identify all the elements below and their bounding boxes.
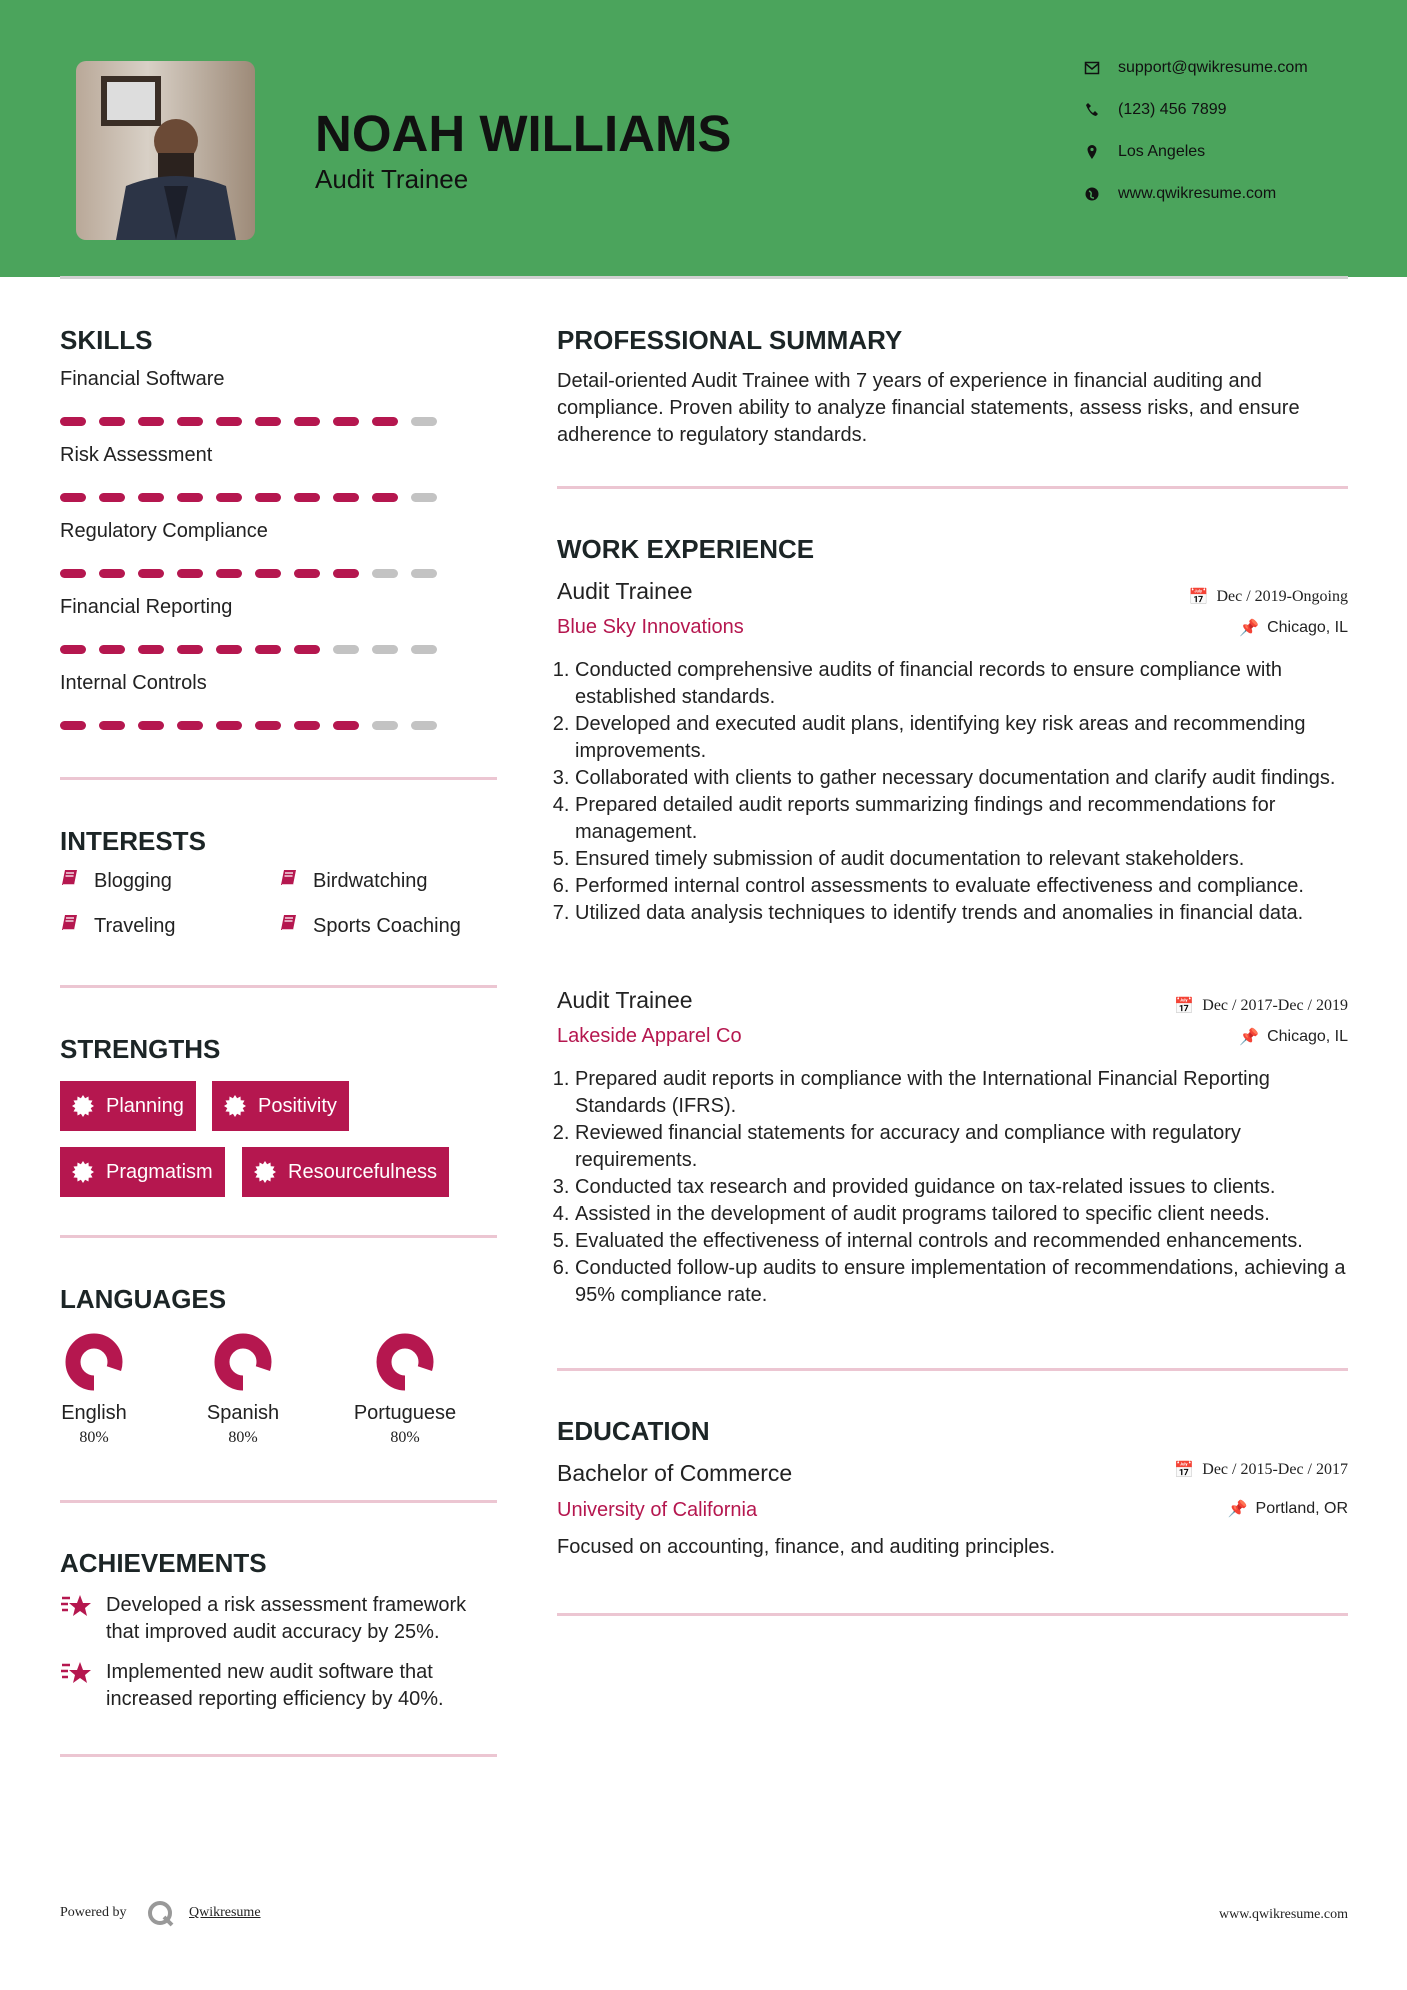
skill-dash	[177, 721, 203, 730]
skill-dash	[255, 569, 281, 578]
skill-dash	[372, 721, 398, 730]
contact-website-text: www.qwikresume.com	[1118, 185, 1277, 202]
job-date	[1174, 996, 1348, 1016]
skill-dash	[333, 493, 359, 502]
language-name: Portuguese	[353, 1402, 457, 1424]
job-bullet: 6. Performed internal control assessments to evaluate effectiveness and compliance.	[575, 873, 1357, 900]
divider	[60, 1500, 497, 1503]
qwikresume-logo-icon	[146, 1899, 176, 1929]
job-bullet: 5. Ensured timely submission of audit documentation to relevant stakeholders.	[575, 846, 1357, 873]
book-icon	[279, 913, 299, 939]
skill-label: Internal Controls	[60, 672, 207, 694]
skill-dash	[372, 493, 398, 502]
strength-badge	[242, 1147, 449, 1197]
language-donut	[29, 1331, 159, 1398]
skill-dash	[255, 721, 281, 730]
calendar-icon: 📅	[1188, 589, 1209, 606]
interest-label: Sports Coaching	[313, 914, 461, 937]
skill-dash	[177, 569, 203, 578]
globe-icon	[1084, 186, 1100, 202]
strengths-heading: STRENGTHS	[60, 1034, 221, 1064]
job-date-text: Dec / 2019-Ongoing	[1216, 588, 1348, 605]
language-percent: 80%	[390, 1429, 420, 1446]
skill-dash	[333, 417, 359, 426]
skill-dash	[411, 645, 437, 654]
skill-dash	[99, 569, 125, 578]
achievements-heading: ACHIEVEMENTS	[60, 1548, 267, 1578]
contact-website[interactable]	[1084, 185, 1276, 203]
calendar-icon: 📅	[1174, 1462, 1195, 1479]
skill-dash	[216, 645, 242, 654]
skill-dash	[60, 721, 86, 730]
pin-icon: 📌	[1239, 1029, 1260, 1046]
job-bullets	[557, 657, 1357, 927]
skill-label: Risk Assessment	[60, 444, 213, 466]
interests-heading: INTERESTS	[60, 826, 206, 856]
job-bullet: 3. Collaborated with clients to gather necessary documentation and clarify audit findings.	[575, 765, 1357, 792]
skill-dash	[333, 721, 359, 730]
powered-by-label: Powered by	[60, 1905, 127, 1920]
divider	[60, 1235, 497, 1238]
language-item	[29, 1331, 159, 1447]
job-bullet: 1. Prepared audit reports in compliance with the International Financial Reporting Standards (IFRS).	[575, 1066, 1357, 1120]
skill-dash	[60, 493, 86, 502]
book-icon	[60, 913, 80, 939]
strength-label: Resourcefulness	[288, 1160, 437, 1183]
skill-label: Regulatory Compliance	[60, 520, 268, 542]
pin-icon: 📌	[1239, 620, 1260, 637]
skill-dash	[138, 417, 164, 426]
skill-dash	[216, 721, 242, 730]
strength-label: Positivity	[258, 1094, 337, 1117]
skill-dash	[411, 721, 437, 730]
job-bullets	[557, 1066, 1357, 1309]
divider	[557, 1368, 1348, 1371]
skill-dash	[99, 493, 125, 502]
language-name: English	[61, 1402, 127, 1424]
job-company: Lakeside Apparel Co	[557, 1025, 742, 1047]
skill-dash	[138, 493, 164, 502]
interest-label: Blogging	[94, 869, 172, 892]
job-bullet: 3. Conducted tax research and provided guidance on tax-related issues to clients.	[575, 1174, 1357, 1201]
skill-level-bar	[60, 645, 437, 654]
skill-dash	[255, 417, 281, 426]
job-bullet: 4. Prepared detailed audit reports summarizing findings and recommendations for management.	[575, 792, 1357, 846]
job-location-text: Chicago, IL	[1267, 1028, 1348, 1045]
skill-dash	[99, 417, 125, 426]
strength-badge	[60, 1147, 225, 1197]
skill-dash	[294, 569, 320, 578]
language-item	[178, 1331, 308, 1447]
skill-dash	[294, 417, 320, 426]
divider	[557, 486, 1348, 489]
skill-dash	[294, 721, 320, 730]
skill-level-bar	[60, 417, 437, 426]
job-bullet: 4. Assisted in the development of audit programs tailored to specific client needs.	[575, 1201, 1357, 1228]
language-percent: 80%	[228, 1429, 258, 1446]
badge-star-icon	[72, 1095, 94, 1117]
skill-dash	[255, 645, 281, 654]
job-bullet: 5. Evaluated the effectiveness of internal controls and recommended enhancements.	[575, 1228, 1357, 1255]
education-date-text: Dec / 2015-Dec / 2017	[1202, 1461, 1348, 1478]
qwikresume-link[interactable]: Qwikresume	[189, 1905, 261, 1920]
skill-dash	[372, 417, 398, 426]
star-award-icon	[60, 1592, 92, 1646]
languages-heading: LANGUAGES	[60, 1284, 227, 1314]
skill-dash	[216, 569, 242, 578]
skill-dash	[60, 569, 86, 578]
experience-heading: WORK EXPERIENCE	[557, 534, 815, 564]
skill-level-bar	[60, 493, 437, 502]
badge-star-icon	[224, 1095, 246, 1117]
achievement-item	[60, 1592, 500, 1646]
summary-heading: PROFESSIONAL SUMMARY	[557, 325, 903, 355]
phone-icon	[1084, 102, 1100, 118]
divider	[60, 777, 497, 780]
job-title: Audit Trainee	[557, 578, 693, 604]
education-location	[1228, 1499, 1348, 1519]
job-bullet: 7. Utilized data analysis techniques to identify trends and anomalies in financial data.	[575, 900, 1357, 927]
book-icon	[60, 868, 80, 894]
divider	[557, 1613, 1348, 1616]
interest-label: Birdwatching	[313, 869, 428, 892]
contact-phone[interactable]	[1084, 101, 1227, 119]
skill-dash	[138, 645, 164, 654]
skill-dash	[99, 721, 125, 730]
skill-dash	[177, 493, 203, 502]
education-location-text: Portland, OR	[1255, 1500, 1348, 1517]
language-donut	[178, 1331, 308, 1398]
skill-dash	[333, 645, 359, 654]
education-heading: EDUCATION	[557, 1416, 710, 1446]
interest-item	[60, 913, 176, 939]
contact-phone-text: (123) 456 7899	[1118, 101, 1227, 118]
achievement-text: Implemented new audit software that increased reporting efficiency by 40%.	[106, 1661, 444, 1710]
map-pin-icon	[1084, 144, 1100, 160]
interest-item	[279, 913, 461, 939]
interest-item	[279, 868, 428, 894]
strength-badge	[60, 1081, 196, 1131]
badge-star-icon	[72, 1161, 94, 1183]
book-icon	[279, 868, 299, 894]
skills-heading: SKILLS	[60, 325, 153, 355]
job-title: Audit Trainee	[557, 987, 693, 1013]
language-donut	[340, 1331, 470, 1398]
contact-location	[1084, 143, 1205, 161]
skill-dash	[372, 645, 398, 654]
skill-dash	[372, 569, 398, 578]
contact-email[interactable]	[1084, 59, 1308, 77]
skill-dash	[411, 417, 437, 426]
divider	[60, 1754, 497, 1757]
job-date-text: Dec / 2017-Dec / 2019	[1202, 997, 1348, 1014]
contact-location-text: Los Angeles	[1118, 143, 1206, 160]
skill-dash	[333, 569, 359, 578]
skill-dash	[411, 493, 437, 502]
star-award-icon	[60, 1659, 92, 1713]
skill-dash	[411, 569, 437, 578]
strength-label: Pragmatism	[106, 1160, 213, 1183]
skill-dash	[99, 645, 125, 654]
skill-dash	[60, 645, 86, 654]
candidate-name: NOAH WILLIAMS	[315, 105, 732, 162]
skill-dash	[216, 417, 242, 426]
footer-website[interactable]: www.qwikresume.com	[1219, 1907, 1348, 1922]
interest-item	[60, 868, 172, 894]
badge-star-icon	[254, 1161, 276, 1183]
job-location-text: Chicago, IL	[1267, 619, 1348, 636]
skill-dash	[294, 645, 320, 654]
job-bullet: 1. Conducted comprehensive audits of financial records to ensure compliance with established standards.	[575, 657, 1357, 711]
header-divider	[60, 276, 1348, 279]
strength-badge	[212, 1081, 349, 1131]
job-company: Blue Sky Innovations	[557, 616, 744, 638]
contact-email-text: support@qwikresume.com	[1118, 59, 1308, 76]
skill-dash	[216, 493, 242, 502]
language-name: Spanish	[206, 1402, 280, 1424]
skill-dash	[177, 645, 203, 654]
job-date	[1189, 587, 1348, 607]
interest-label: Traveling	[94, 914, 176, 937]
profile-photo	[76, 61, 255, 240]
skill-dash	[177, 417, 203, 426]
education-description: Focused on accounting, finance, and auditing principles.	[557, 1536, 1056, 1558]
calendar-icon: 📅	[1174, 998, 1195, 1015]
education-school: University of California	[557, 1499, 758, 1521]
achievement-item	[60, 1659, 500, 1713]
achievement-text: Developed a risk assessment framework that improved audit accuracy by 25%.	[106, 1594, 467, 1643]
skill-level-bar	[60, 569, 437, 578]
job-bullet: 2. Developed and executed audit plans, identifying key risk areas and recommending improvements.	[575, 711, 1357, 765]
summary-text: Detail-oriented Audit Trainee with 7 years of experience in financial auditing and compliance. Proven ability to analyze financial statements, assess risks, and ensure adherence to regulatory standards.	[557, 370, 1300, 446]
divider	[60, 985, 497, 988]
job-location	[1239, 1027, 1348, 1047]
job-location	[1239, 618, 1348, 638]
skill-label: Financial Software	[60, 368, 225, 390]
education-date	[1174, 1460, 1348, 1480]
candidate-title: Audit Trainee	[315, 164, 469, 194]
skill-label: Financial Reporting	[60, 596, 233, 618]
language-item	[340, 1331, 470, 1447]
skill-dash	[255, 493, 281, 502]
skill-dash	[138, 569, 164, 578]
pin-icon: 📌	[1227, 1501, 1248, 1518]
education-degree: Bachelor of Commerce	[557, 1460, 793, 1486]
job-bullet: 2. Reviewed financial statements for accuracy and compliance with regulatory requirements.	[575, 1120, 1357, 1174]
skill-level-bar	[60, 721, 437, 730]
job-bullet: 6. Conducted follow-up audits to ensure implementation of recommendations, achieving a 95% compliance rate.	[575, 1255, 1357, 1309]
skill-dash	[294, 493, 320, 502]
skill-dash	[138, 721, 164, 730]
strength-label: Planning	[106, 1094, 184, 1117]
skill-dash	[60, 417, 86, 426]
envelope-icon	[1084, 60, 1100, 76]
language-percent: 80%	[79, 1429, 109, 1446]
